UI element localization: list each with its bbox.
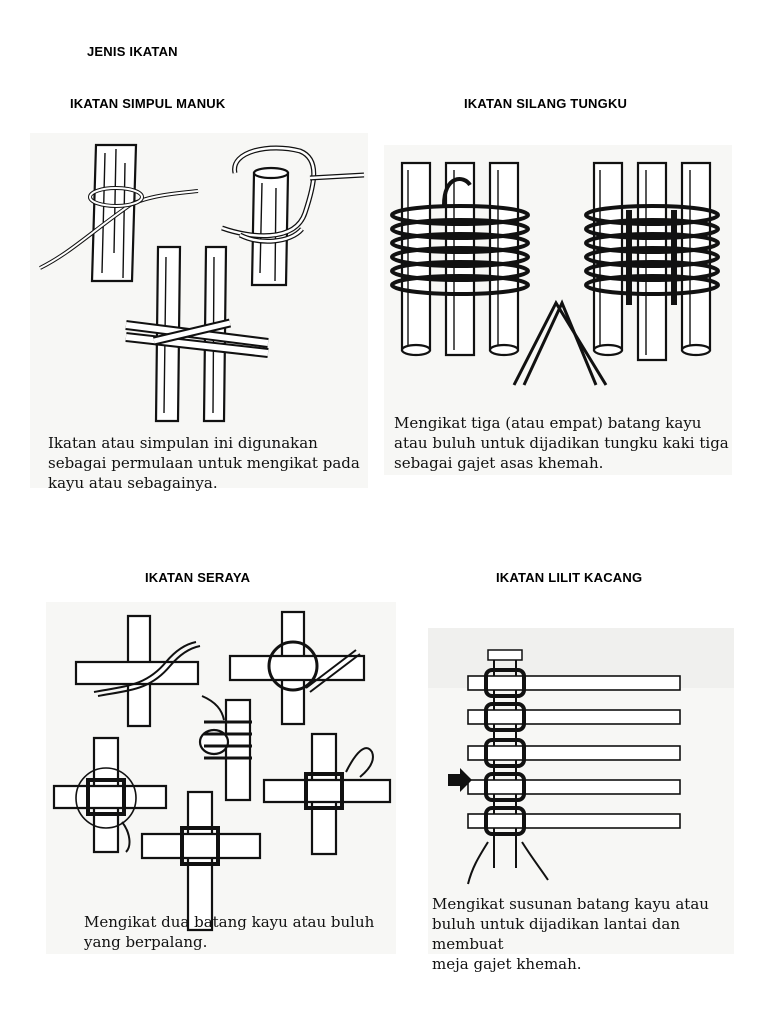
- heading-simpul-manuk: IKATAN SIMPUL MANUK: [70, 96, 226, 111]
- figure-simpul-manuk: [30, 133, 368, 492]
- figure-silang-tungku: [384, 145, 732, 475]
- caption-line: Mengikat dua batang kayu atau buluh: [84, 913, 375, 931]
- cross-lashing-1: [76, 616, 200, 726]
- figure-seraya: [46, 602, 396, 954]
- caption-line: atau buluh untuk dijadikan tungku kaki tiga: [394, 434, 729, 452]
- floor-bars: [468, 676, 680, 828]
- caption-line: buluh untuk dijadikan lantai dan membuat: [432, 915, 681, 953]
- caption-line: sebagai permulaan untuk mengikat pada: [48, 454, 360, 472]
- caption-line: Mengikat susunan batang kayu atau: [432, 895, 709, 913]
- caption-line: meja gajet khemah.: [432, 955, 582, 973]
- caption-line: kayu atau sebagainya.: [48, 474, 218, 492]
- caption-line: sebagai gajet asas khemah.: [394, 454, 604, 472]
- heading-lilit-kacang: IKATAN LILIT KACANG: [496, 570, 643, 585]
- heading-silang-tungku: IKATAN SILANG TUNGKU: [464, 96, 628, 111]
- cross-lashing-4: [264, 734, 390, 854]
- illustration-seraya: [46, 602, 396, 954]
- cross-lashing-5: [142, 792, 260, 930]
- page-title: JENIS IKATAN: [87, 44, 178, 59]
- figure-lilit-kacang: [428, 628, 734, 973]
- heading-seraya: IKATAN SERAYA: [145, 570, 251, 585]
- caption-line: Mengikat tiga (atau empat) batang kayu: [394, 414, 702, 432]
- caption-line: yang berpalang.: [84, 933, 208, 951]
- caption-line: Ikatan atau simpulan ini digunakan: [48, 434, 318, 452]
